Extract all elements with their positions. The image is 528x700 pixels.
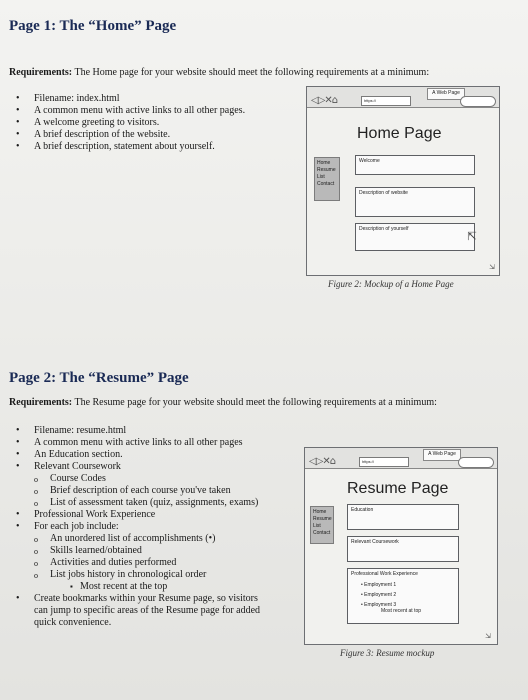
page1-req-label: Requirements:	[9, 67, 73, 78]
list-item: • Filename: resume.html	[12, 425, 272, 437]
coursework-sublist	[12, 473, 272, 509]
menu-item: List	[317, 174, 325, 180]
about-yourself-box: Description of yourself	[355, 223, 475, 251]
page2-heading: Page 2: The “Resume” Page	[9, 370, 189, 386]
list-item: ▪ Most recent at the top	[12, 581, 272, 593]
work-experience-box	[347, 568, 459, 624]
nav-arrows-icon: ◁▷✕⌂	[309, 456, 336, 467]
website-description-box: Description of website	[355, 187, 475, 217]
figure-3-caption: Figure 3: Resume mockup	[340, 648, 435, 658]
chronology-sublist	[12, 581, 272, 593]
list-item: o Activities and duties performed	[12, 557, 272, 569]
list-item: • A brief description, statement about yourself.	[12, 141, 292, 153]
figure-2-caption: Figure 2: Mockup of a Home Page	[328, 279, 454, 289]
list-item: • Professional Work Experience	[12, 509, 272, 521]
browser-tab: A Web Page	[423, 449, 461, 461]
page2-requirements	[9, 397, 519, 409]
page2-req-text: The Resume page for your website should meet the following requirements at a minimum:	[74, 397, 437, 408]
page1-requirements	[9, 67, 519, 79]
page2-req-label: Requirements:	[9, 397, 73, 408]
list-item: o List jobs history in chronological order	[12, 569, 272, 581]
list-item: o Skills learned/obtained	[12, 545, 272, 557]
list-item: • A common menu with active links to all other pages	[12, 437, 272, 449]
menu-item: Resume	[317, 167, 336, 173]
home-page-mockup	[306, 86, 500, 276]
list-item: • Create bookmarks within your Resume page, so visitors can jump to specific areas of the Resume page for added quick convenience.	[12, 593, 264, 629]
resize-corner-icon: ⇲	[485, 632, 491, 640]
browser-toolbar	[307, 87, 499, 108]
page2-requirements-list	[12, 425, 272, 629]
list-item	[12, 461, 272, 509]
menu-item: List	[313, 523, 321, 529]
resume-page-mockup	[304, 447, 498, 645]
list-item: • A common menu with active links to all other pages.	[12, 105, 292, 117]
list-item-label: Relevant Coursework	[34, 461, 121, 472]
list-item: o Course Codes	[12, 473, 272, 485]
coursework-box: Relevant Coursework	[347, 536, 459, 562]
menu-item: Resume	[313, 516, 332, 522]
list-item: • Employment 2	[361, 592, 397, 598]
list-item: • Employment 3	[361, 602, 397, 608]
list-item: o List of assessment taken (quiz, assignments, exams)	[12, 497, 272, 509]
list-item-label: For each job include:	[34, 521, 119, 532]
page1-heading: Page 1: The “Home” Page	[9, 18, 177, 34]
mockup-title: Home Page	[357, 125, 442, 142]
job-sublist	[12, 533, 272, 581]
nav-arrows-icon: ◁▷✕⌂	[311, 95, 338, 106]
menu-item: Contact	[317, 181, 335, 187]
menu-item: Home	[313, 509, 327, 515]
url-bar: https://	[361, 96, 411, 106]
page1-requirements-list	[12, 93, 292, 153]
list-item: • A welcome greeting to visitors.	[12, 117, 292, 129]
url-bar: https://	[359, 457, 409, 467]
search-field	[458, 457, 494, 468]
list-item: o An unordered list of accomplishments (•)	[12, 533, 272, 545]
browser-toolbar	[305, 448, 497, 469]
search-field	[460, 96, 496, 107]
list-item: • Filename: index.html	[12, 93, 292, 105]
box-label: Professional Work Experience	[351, 571, 418, 577]
list-item: • Employment 1	[361, 582, 397, 588]
page1-req-text: The Home page for your website should meet the following requirements at a minimum:	[74, 67, 430, 78]
mockup-menu	[314, 157, 340, 201]
jobs-note: Most recent at top	[381, 608, 422, 614]
list-item	[12, 521, 272, 593]
education-box: Education	[347, 504, 459, 530]
browser-tab: A Web Page	[427, 88, 465, 100]
list-item: • An Education section.	[12, 449, 272, 461]
mockup-title: Resume Page	[347, 480, 449, 497]
cursor-icon: ⇱	[467, 229, 478, 243]
mockup-menu	[310, 506, 334, 544]
menu-item: Home	[317, 160, 331, 166]
list-item: • A brief description of the website.	[12, 129, 292, 141]
welcome-box: Welcome	[355, 155, 475, 175]
menu-item: Contact	[313, 530, 331, 536]
list-item: o Brief description of each course you've taken	[12, 485, 272, 497]
resize-corner-icon: ⇲	[489, 263, 495, 271]
